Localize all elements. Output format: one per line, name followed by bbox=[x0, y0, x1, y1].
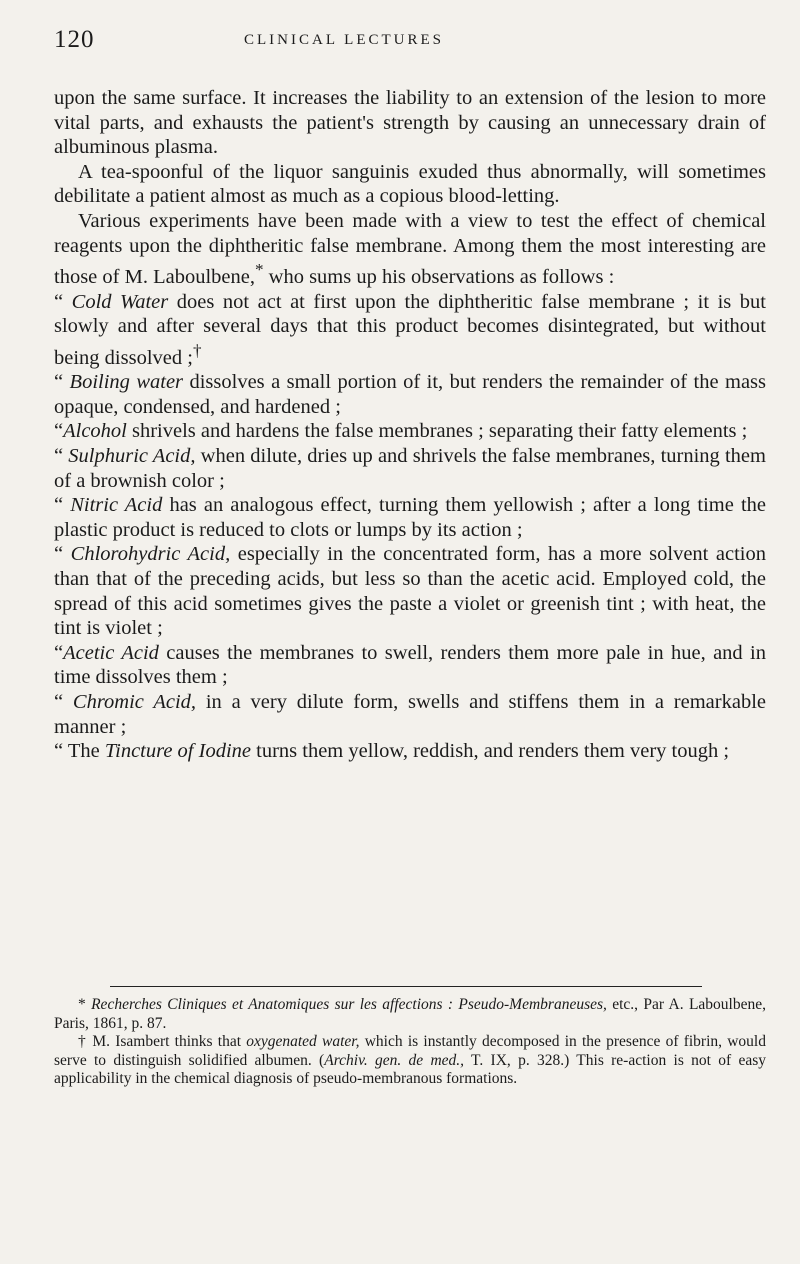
footnote-work-title: Recherches Cliniques et Anatomiques sur les affections : Pseudo-Membraneuses, bbox=[91, 996, 607, 1013]
running-head: CLINICAL LECTURES bbox=[244, 32, 445, 48]
footnote-text: † M. Isambert thinks that bbox=[78, 1033, 247, 1050]
footnote-term: oxygenated water, bbox=[246, 1033, 360, 1050]
footnote-journal: Archiv. gen. de med., bbox=[324, 1051, 465, 1069]
reagent-effect: especially in the concentrated form, has a more solvent action than that of the preceding acids, but less so than the acetic acid. Employed cold, the spread of this acid sometimes gives the paste a violet or greenish tint ; with heat, the tint is violet ; bbox=[54, 543, 766, 640]
quote-chromic-acid bbox=[54, 690, 766, 739]
reagent-name: Boiling water bbox=[69, 371, 184, 394]
quote-alcohol bbox=[54, 419, 766, 444]
footnote-ref-star: * bbox=[254, 260, 264, 280]
reagent-effect: causes the membranes to swell, renders them more pale in hue, and in time dissolves them ; bbox=[54, 641, 767, 689]
footnote-text: T. IX, p. 328.) This re-action is not of easy applicability in the chemical diagnosis of pseudo-membranous formations. bbox=[54, 1051, 766, 1087]
quote-cold-water bbox=[54, 290, 766, 371]
footnote-citation: etc., Par A. Laboulbene, Paris, 1861, p. 87. bbox=[54, 996, 766, 1032]
page-header bbox=[54, 26, 760, 66]
paragraph-tea-spoonful: A tea-spoonful of the liquor sanguinis exuded thus abnormally, will sometimes debilitate a patient almost as much as a copious blood-letting. bbox=[54, 160, 766, 208]
reagent-effect: in a very dilute form, swells and stiffens them in a remarkable manner ; bbox=[54, 690, 766, 738]
reagent-effect: dissolves a small portion of it, but renders the remainder of the mass opaque, condensed, and hardened ; bbox=[54, 371, 766, 418]
quote-boiling-water bbox=[54, 370, 766, 419]
paragraph-experiments bbox=[54, 209, 766, 290]
paragraph-continuation: upon the same surface. It increases the liability to an extension of the lesion to more vital parts, and exhausts the patient's strength by causing an unnecessary drain of albuminous plasma. bbox=[54, 87, 766, 159]
reagent-name: Sulphuric Acid, bbox=[68, 444, 196, 467]
quote-open: “ bbox=[54, 543, 71, 566]
reagent-name: Chlorohydric Acid, bbox=[70, 543, 231, 566]
footnote-star bbox=[54, 996, 766, 1033]
reagent-effect: does not act at first upon the diphtheritic false membrane ; it is but slowly and after several days that this product becomes disintegrated, but without being dissolved ; bbox=[54, 290, 766, 369]
quote-sulphuric-acid bbox=[54, 444, 766, 493]
reagent-name: Cold Water bbox=[71, 290, 169, 313]
reagent-name: Tincture of Iodine bbox=[104, 740, 252, 763]
quote-tincture-of-iodine bbox=[54, 739, 766, 764]
quote-open: “ bbox=[54, 371, 70, 394]
footnote-divider bbox=[110, 986, 702, 987]
footnote-mark: * bbox=[78, 996, 92, 1013]
footnote-text: which is instantly decomposed in the presence of fibrin, would serve to distinguish solidified albumen. ( bbox=[54, 1033, 766, 1069]
reagent-name: Nitric Acid bbox=[70, 494, 163, 517]
footnote-dagger bbox=[54, 1033, 766, 1089]
quote-open: “ bbox=[54, 641, 64, 664]
paragraph-experiments-end: who sums up his observations as follows : bbox=[263, 265, 615, 288]
reagent-name: Alcohol bbox=[63, 420, 127, 443]
quote-open: “ bbox=[54, 444, 69, 467]
reagent-name: Chromic Acid, bbox=[72, 690, 197, 713]
reagent-effect: has an analogous effect, turning them yellowish ; after a long time the plastic product is reduced to clots or lumps by its action ; bbox=[54, 494, 766, 541]
reagent-name: Acetic Acid bbox=[63, 641, 159, 664]
quote-acetic-acid bbox=[54, 641, 766, 690]
quote-nitric-acid bbox=[54, 493, 766, 542]
page-number: 120 bbox=[54, 26, 95, 53]
reagent-effect: turns them yellow, reddish, and renders them very tough ; bbox=[251, 740, 730, 763]
footnotes bbox=[54, 996, 766, 1089]
reagent-effect: when dilute, dries up and shrivels the false membranes, turning them of a brownish color ; bbox=[54, 444, 766, 492]
footnote-ref-dagger: † bbox=[192, 340, 202, 360]
paragraph-experiments-text: Various experiments have been made with a view to test the effect of chemical reagents upon the diphtheritic false membrane. Among them the most interesting are those of M. Laboulbene, bbox=[54, 209, 766, 288]
quote-open: “ bbox=[54, 494, 71, 517]
reagent-effect: shrivels and hardens the false membranes ; separating their fatty elements ; bbox=[126, 420, 748, 443]
quote-chlorohydric-acid bbox=[54, 542, 766, 640]
quote-open: “ The bbox=[54, 740, 105, 763]
quote-open: “ bbox=[54, 690, 73, 713]
body-text bbox=[54, 86, 766, 764]
quote-open: “ bbox=[54, 420, 64, 443]
quote-open: “ bbox=[54, 290, 72, 313]
